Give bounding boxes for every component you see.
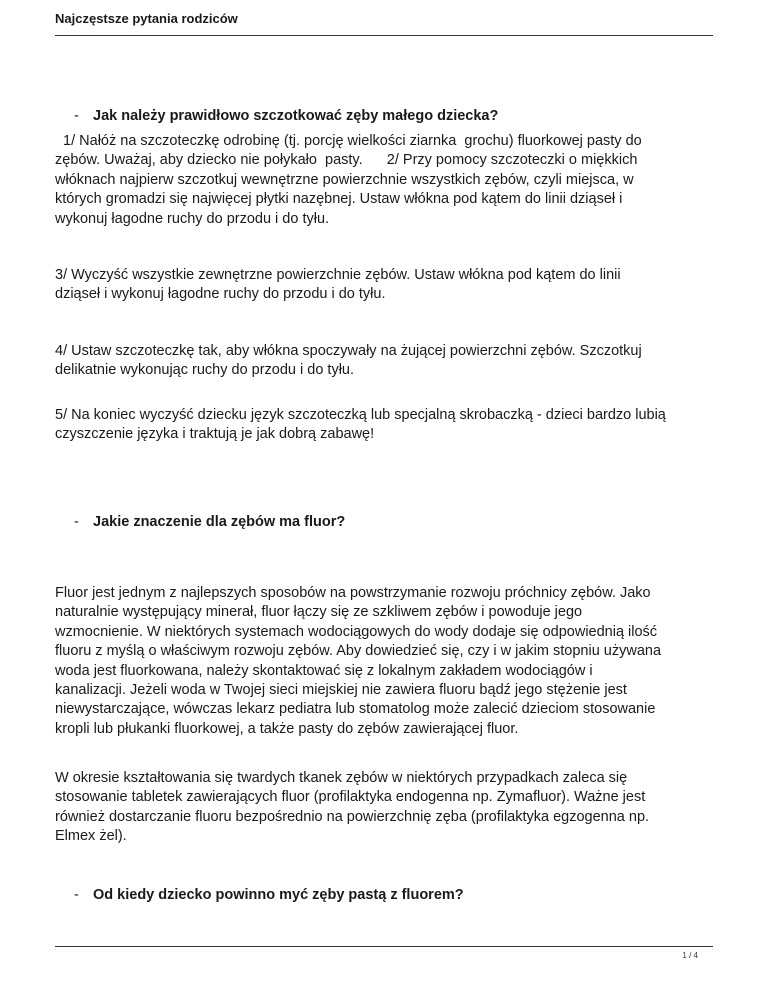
text-line: kropli lub płukanki fluorkowej, a także pasty do zębów zawierającej fluor. [55, 720, 519, 737]
question-text: Jakie znaczenie dla zębów ma fluor? [93, 514, 346, 530]
text-line: 5/ Na koniec wyczyść dziecku język szczoteczką lub specjalną skrobaczką - dzieci bardzo lubią [55, 407, 666, 423]
bullet-dash: - [74, 108, 79, 124]
text-line: włóknach najpierw szczotkuj wewnętrzne powierzchnie wszystkich zębów, czyli miejsca, w [55, 171, 634, 188]
text-line: 1/ Nałóż na szczoteczkę odrobinę (tj. porcję wielkości ziarnka grochu) fluorkowej pasty do [55, 133, 642, 149]
text-line: dziąseł i wykonuj łagodne ruchy do przodu i do tyłu. [55, 286, 386, 303]
question-text: Od kiedy dziecko powinno myć zęby pastą z fluorem? [93, 887, 464, 903]
text-line: woda jest fluorkowana, należy skontaktować się z lokalnym zakładem wodociągów i [55, 662, 593, 679]
answer-paragraph-2 [55, 266, 715, 305]
page-header-title: Najczęstsze pytania rodziców [55, 11, 238, 26]
answer-paragraph-6 [55, 769, 715, 847]
text-line: wzmocnienie. W niektórych systemach wodociągowych do wody dodaje się odpowiednią ilość [55, 623, 658, 640]
question-text: Jak należy prawidłowo szczotkować zęby małego dziecka? [93, 108, 499, 124]
text-line: 4/ Ustaw szczoteczkę tak, aby włókna spoczywały na żującej powierzchni zębów. Szczotkuj [55, 343, 642, 359]
text-line: Fluor jest jednym z najlepszych sposobów na powstrzymanie rozwoju próchnicy zębów. Jako [55, 585, 651, 601]
text-line: wykonuj łagodne ruchy do przodu i do tyłu. [55, 210, 330, 227]
text-line: stosowanie tabletek zawierających fluor (profilaktyka endogenna np. Zymafluor). Ważne jest [55, 789, 646, 806]
page-number: 1 / 4 [682, 951, 698, 960]
text-line: czyszczenie języka i traktują je jak dobrą zabawę! [55, 426, 375, 443]
bullet-dash: - [74, 514, 79, 530]
question-heading [74, 887, 464, 903]
text-line: Elmex żel). [55, 828, 127, 845]
header-rule [55, 35, 713, 36]
text-line: delikatnie wykonując ruchy do przodu i do tyłu. [55, 362, 355, 379]
question-heading [74, 108, 498, 124]
text-line: niewystarczające, wówczas lekarz pediatra lub stomatolog może zalecić dzieciom stosowanie [55, 701, 656, 718]
question-heading [74, 514, 345, 530]
text-line: W okresie kształtowania się twardych tkanek zębów w niektórych przypadkach zaleca się [55, 770, 628, 786]
answer-paragraph-3 [55, 342, 715, 381]
answer-paragraph-4 [55, 406, 715, 445]
text-line: zębów. Uważaj, aby dziecko nie połykało pasty. 2/ Przy pomocy szczoteczki o miękkich [55, 152, 638, 169]
answer-paragraph-1 [55, 132, 715, 229]
text-line: kanalizacji. Jeżeli woda w Twojej sieci miejskiej nie zawiera fluoru bądź jego stężenie jest [55, 682, 627, 699]
text-line: również dostarczanie fluoru bezpośrednio na powierzchnię zęba (profilaktyka egzogenna np. [55, 808, 650, 825]
footer-rule [55, 946, 713, 947]
text-line: których gromadzi się najwięcej płytki nazębnej. Ustaw włókna pod kątem do linii dziąseł i [55, 191, 623, 208]
text-line: naturalnie występujący minerał, fluor łączy się ze szkliwem zębów i powoduje jego [55, 604, 583, 621]
text-line: 3/ Wyczyść wszystkie zewnętrzne powierzchnie zębów. Ustaw włókna pod kątem do linii [55, 267, 621, 283]
text-line: fluoru z myślą o właściwym rozwoju zębów. Aby dowiedzieć się, czy i w jakim stopniu używana [55, 643, 662, 660]
answer-paragraph-5 [55, 584, 715, 739]
bullet-dash: - [74, 887, 79, 903]
